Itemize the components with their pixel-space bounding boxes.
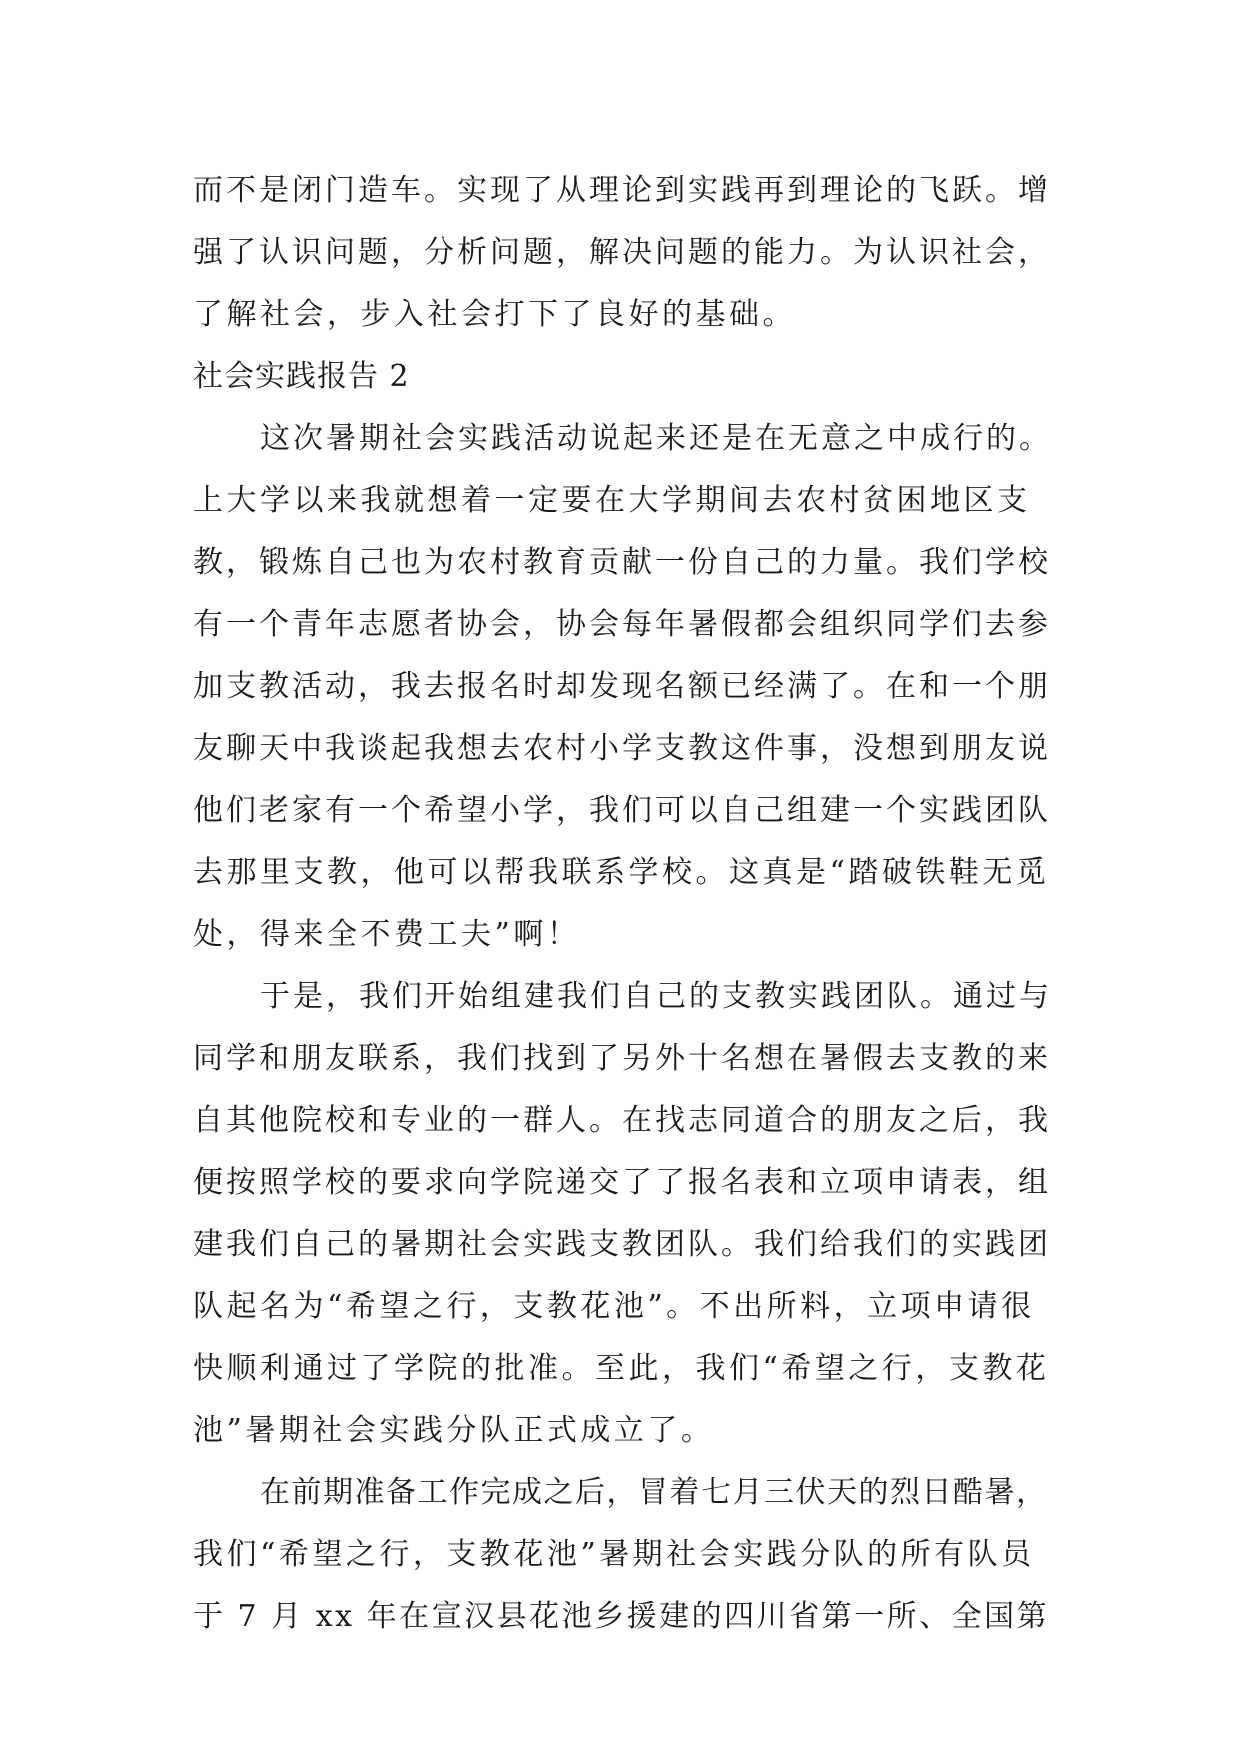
text-line: 而不是闭门造车。实现了从理论到实践再到理论的飞跃。增 [193,173,1051,208]
text-line: 快顺利通过了学院的批准。至此，我们“希望之行，支教花 [193,1351,1050,1386]
text-line: 队起名为“希望之行，支教花池”。不出所料，立项申请很 [193,1289,1035,1324]
text-line: 池”暑期社会实践分队正式成立了。 [193,1413,715,1448]
text-line: 了解社会，步入社会打下了良好的基础。 [193,297,796,332]
paragraph-first-line: 在前期准备工作完成之后，冒着七月三伏天的烈日酷暑， [260,1475,1048,1510]
text-line: 我们“希望之行，支教花池”暑期社会实践分队的所有队员 [193,1537,1035,1572]
text-line: 处，得来全不费工夫”啊！ [193,917,581,952]
text-line: 建我们自己的暑期社会实践支教团队。我们给我们的实践团 [193,1227,1051,1262]
text-line: 于 7 月 xx 年在宣汉县花池乡援建的四川省第一所、全国第 [193,1599,1050,1634]
text-line: 同学和朋友联系，我们找到了另外十名想在暑假去支教的来 [193,1041,1051,1076]
text-line: 友聊天中我谈起我想去农村小学支教这件事，没想到朋友说 [193,731,1051,766]
text-line: 强了认识问题，分析问题，解决问题的能力。为认识社会， [193,235,1051,270]
section-heading: 社会实践报告 2 [193,359,410,394]
paragraph-first-line: 于是，我们开始组建我们自己的支教实践团队。通过与 [260,979,1052,1014]
text-line: 上大学以来我就想着一定要在大学期间去农村贫困地区支 [193,483,1031,518]
text-line: 有一个青年志愿者协会，协会每年暑假都会组织同学们去参 [193,607,1051,642]
text-line: 去那里支教，他可以帮我联系学校。这真是“踏破铁鞋无觅 [193,855,1050,890]
text-line: 加支教活动，我去报名时却发现名额已经满了。在和一个朋 [193,669,1051,704]
text-line: 便按照学校的要求向学院递交了了报名表和立项申请表，组 [193,1165,1051,1200]
text-line: 他们老家有一个希望小学，我们可以自己组建一个实践团队 [193,793,1051,828]
paragraph-first-line: 这次暑期社会实践活动说起来还是在无意之中成行的。 [260,421,1052,456]
text-line: 自其他院校和专业的一群人。在找志同道合的朋友之后，我 [193,1103,1051,1138]
document-page [193,160,1055,1648]
text-line: 教，锻炼自己也为农村教育贡献一份自己的力量。我们学校 [193,545,1051,580]
